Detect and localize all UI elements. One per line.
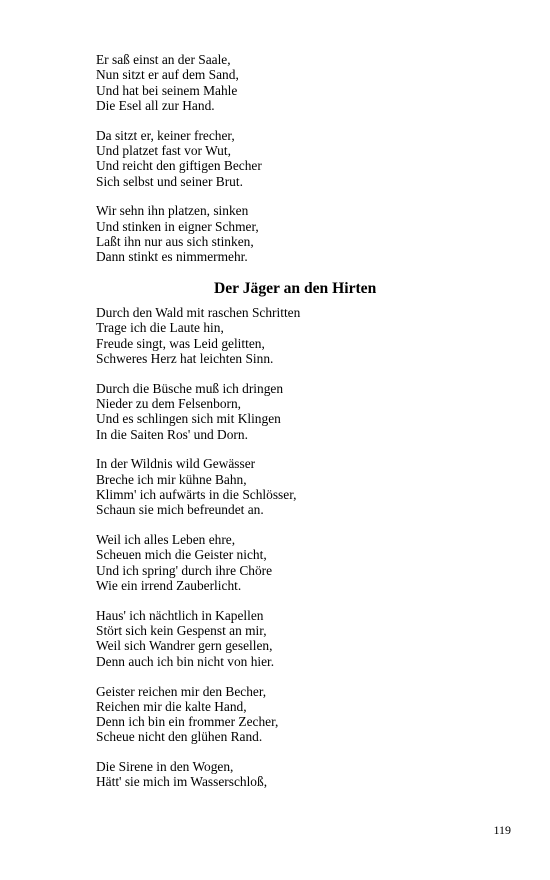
verse-line: Wie ein irrend Zauberlicht.	[96, 578, 242, 594]
verse-line: Haus' ich nächtlich in Kapellen	[96, 607, 264, 623]
stanza	[96, 456, 516, 517]
verse-line: Die Sirene in den Wogen,	[96, 759, 234, 775]
verse-line: Die Esel all zur Hand.	[96, 97, 215, 113]
verse-line: Durch den Wald mit raschen Schritten	[96, 305, 301, 321]
verse-line: Schweres Herz hat leichten Sinn.	[96, 350, 274, 366]
verse-line: Wir sehn ihn platzen, sinken	[96, 203, 249, 219]
verse-line: Dann stinkt es nimmermehr.	[96, 249, 248, 265]
verse-line: Und platzet fast vor Wut,	[96, 142, 231, 158]
poem-2	[96, 305, 516, 790]
verse-line: Scheuen mich die Geister nicht,	[96, 547, 267, 563]
verse-line: Freude singt, was Leid gelitten,	[96, 335, 265, 351]
verse-line: Klimm' ich aufwärts in die Schlösser,	[96, 487, 297, 503]
verse-line: Denn auch ich bin nicht von hier.	[96, 653, 275, 669]
verse-line: In die Saiten Ros' und Dorn.	[96, 426, 248, 442]
verse-line: Stört sich kein Gespenst an mir,	[96, 623, 267, 639]
page-number: 119	[493, 823, 511, 837]
verse-line: Laßt ihn nur aus sich stinken,	[96, 233, 254, 249]
verse-line: Und es schlingen sich mit Klingen	[96, 411, 281, 427]
verse-line: Und stinken in eigner Schmer,	[96, 218, 259, 234]
verse-line: Durch die Büsche muß ich dringen	[96, 380, 284, 396]
stanza	[96, 532, 516, 593]
verse-line: Schaun sie mich befreundet an.	[96, 502, 264, 518]
stanza	[96, 52, 516, 113]
verse-line: Hätt' sie mich im Wasserschloß,	[96, 774, 268, 790]
verse-line: Trage ich die Laute hin,	[96, 320, 224, 336]
verse-line: Reichen mir die kalte Hand,	[96, 698, 247, 714]
verse-line: Nieder zu dem Felsenborn,	[96, 396, 242, 412]
stanza	[96, 759, 516, 790]
verse-line: Denn ich bin ein frommer Zecher,	[96, 714, 279, 730]
verse-line: Da sitzt er, keiner frecher,	[96, 127, 235, 143]
stanza	[96, 684, 516, 745]
stanza	[96, 608, 516, 669]
verse-line: Nun sitzt er auf dem Sand,	[96, 67, 239, 83]
stanza	[96, 381, 516, 442]
verse-line: Weil sich Wandrer gern gesellen,	[96, 638, 273, 654]
verse-line: Geister reichen mir den Becher,	[96, 683, 267, 699]
poem-1	[96, 52, 516, 265]
verse-line: Und hat bei seinem Mahle	[96, 82, 238, 98]
verse-line: In der Wildnis wild Gewässer	[96, 456, 256, 472]
poem-title: Der Jäger an den Hirten	[214, 280, 377, 298]
verse-line: Weil ich alles Leben ehre,	[96, 532, 236, 548]
verse-line: Scheue nicht den glühen Rand.	[96, 729, 263, 745]
verse-line: Sich selbst und seiner Brut.	[96, 173, 243, 189]
verse-line: Er saß einst an der Saale,	[96, 52, 231, 67]
stanza	[96, 203, 516, 264]
verse-line: Und ich spring' durch ihre Chöre	[96, 562, 273, 578]
verse-line: Breche ich mir kühne Bahn,	[96, 471, 247, 487]
stanza	[96, 128, 516, 189]
stanza	[96, 305, 516, 366]
verse-line: Und reicht den giftigen Becher	[96, 158, 262, 174]
page-content	[96, 52, 516, 804]
